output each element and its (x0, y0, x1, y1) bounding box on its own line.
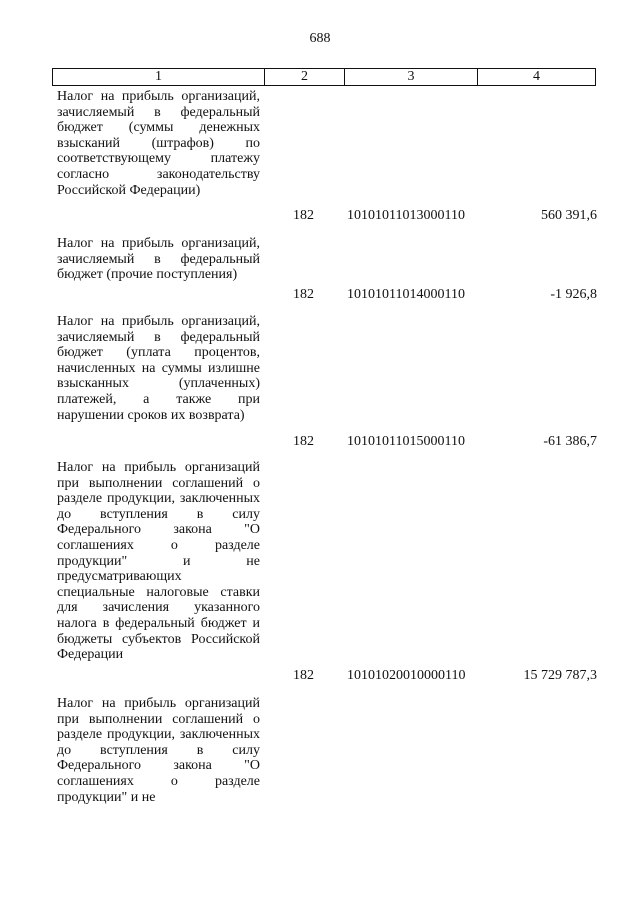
row-amount: -1 926,8 (550, 287, 597, 302)
column-header-2: 2 (265, 69, 345, 85)
table-row (57, 696, 597, 805)
row-description: Налог на прибыль организаций, зачисляемый в федеральный бюджет (суммы денежных взысканий (штрафов) по соответствующему платежу согласно законодательству Российской Федерации) (57, 89, 260, 198)
row-kbk-code: 10101011013000110 (347, 208, 465, 223)
row-admin-code: 182 (293, 434, 314, 449)
column-header-1: 1 (53, 69, 265, 85)
row-amount: -61 386,7 (543, 434, 597, 449)
table-row (57, 460, 597, 683)
row-admin-code: 182 (293, 668, 314, 683)
row-admin-code: 182 (293, 287, 314, 302)
row-admin-code: 182 (293, 208, 314, 223)
row-description: Налог на прибыль организаций, зачисляемый в федеральный бюджет (уплата процентов, начисленных на суммы излишне взысканных (уплаченных) платежей, а также при нарушении сроков их возврата) (57, 314, 260, 423)
row-amount: 560 391,6 (541, 208, 597, 223)
table-row (57, 314, 597, 449)
page-number: 688 (309, 31, 331, 46)
row-description: Налог на прибыль организаций при выполнении соглашений о разделе продукции, заключенных до вступления в силу Федерального закона "О соглашениях о разделе продукции" и не (57, 696, 260, 805)
row-description: Налог на прибыль организаций при выполнении соглашений о разделе продукции, заключенных до вступления в силу Федерального закона "О соглашениях о разделе продукции" и не предусматривающих специальные налоговые ставки для зачисления указанного налога в федеральный бюджет и бюджеты субъектов Российской Федерации (57, 460, 260, 663)
row-description: Налог на прибыль организаций, зачисляемый в федеральный бюджет (прочие поступления) (57, 236, 260, 283)
column-header-4: 4 (533, 69, 540, 84)
table-row (57, 236, 597, 302)
row-kbk-code: 10101011015000110 (347, 434, 465, 449)
row-kbk-code: 10101020010000110 (347, 668, 466, 683)
row-kbk-code: 10101011014000110 (347, 287, 465, 302)
column-header-3: 3 (345, 69, 478, 85)
row-amount: 15 729 787,3 (523, 668, 597, 683)
table-header (52, 68, 596, 86)
table-row (57, 89, 597, 223)
